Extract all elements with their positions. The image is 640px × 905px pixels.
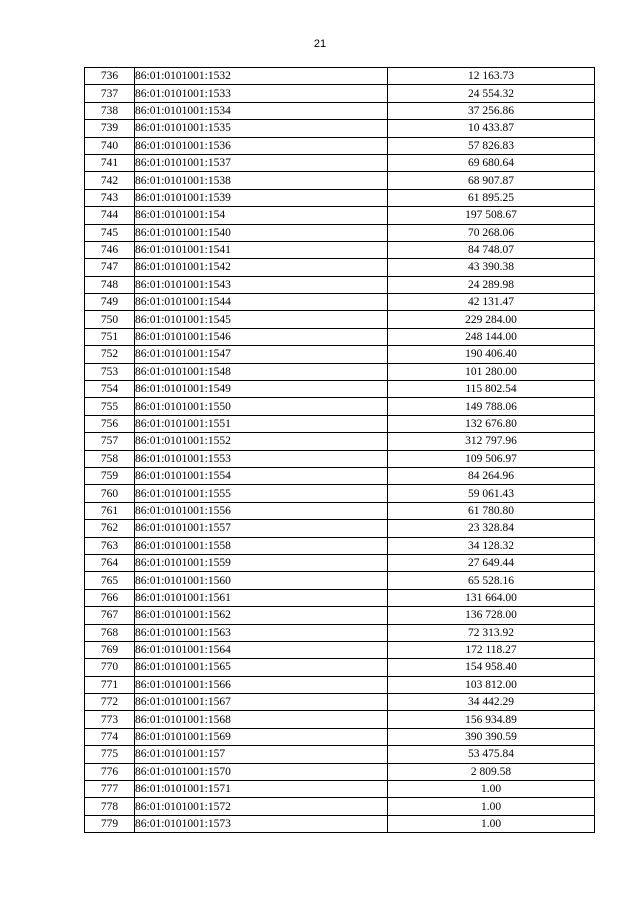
cadastral-value-table bbox=[84, 67, 595, 833]
cadastral-number-cell: 86:01:0101001:1560 bbox=[135, 572, 388, 589]
cadastral-value-cell: 132 676.80 bbox=[388, 415, 595, 432]
cadastral-value-cell: 229 284.00 bbox=[388, 311, 595, 328]
cadastral-number-cell: 86:01:0101001:1532 bbox=[135, 68, 388, 85]
cadastral-number-cell: 86:01:0101001:1557 bbox=[135, 520, 388, 537]
table-row bbox=[85, 415, 595, 432]
row-number-cell: 742 bbox=[85, 172, 135, 189]
table-row bbox=[85, 694, 595, 711]
cadastral-number-cell: 86:01:0101001:1564 bbox=[135, 641, 388, 658]
row-number-cell: 773 bbox=[85, 711, 135, 728]
cadastral-value-cell: 69 680.64 bbox=[388, 154, 595, 171]
cadastral-number-cell: 86:01:0101001:1547 bbox=[135, 346, 388, 363]
cadastral-number-cell: 86:01:0101001:1558 bbox=[135, 537, 388, 554]
row-number-cell: 740 bbox=[85, 137, 135, 154]
cadastral-number-cell: 86:01:0101001:1569 bbox=[135, 728, 388, 745]
cadastral-value-cell: 42 131.47 bbox=[388, 294, 595, 311]
row-number-cell: 763 bbox=[85, 537, 135, 554]
cadastral-number-cell: 86:01:0101001:1549 bbox=[135, 381, 388, 398]
table-row bbox=[85, 328, 595, 345]
cadastral-number-cell: 86:01:0101001:1541 bbox=[135, 241, 388, 258]
cadastral-number-cell: 86:01:0101001:1556 bbox=[135, 502, 388, 519]
row-number-cell: 761 bbox=[85, 502, 135, 519]
cadastral-number-cell: 86:01:0101001:1554 bbox=[135, 467, 388, 484]
cadastral-value-cell: 84 748.07 bbox=[388, 241, 595, 258]
cadastral-value-cell: 248 144.00 bbox=[388, 328, 595, 345]
table-row bbox=[85, 746, 595, 763]
row-number-cell: 768 bbox=[85, 624, 135, 641]
row-number-cell: 775 bbox=[85, 746, 135, 763]
cadastral-number-cell: 86:01:0101001:1561 bbox=[135, 589, 388, 606]
table-row bbox=[85, 207, 595, 224]
cadastral-number-cell: 86:01:0101001:1572 bbox=[135, 798, 388, 815]
cadastral-value-cell: 34 442.29 bbox=[388, 694, 595, 711]
table-row bbox=[85, 224, 595, 241]
row-number-cell: 762 bbox=[85, 520, 135, 537]
row-number-cell: 769 bbox=[85, 641, 135, 658]
cadastral-value-cell: 24 289.98 bbox=[388, 276, 595, 293]
table-row bbox=[85, 259, 595, 276]
row-number-cell: 777 bbox=[85, 781, 135, 798]
cadastral-value-cell: 27 649.44 bbox=[388, 554, 595, 571]
cadastral-value-cell: 12 163.73 bbox=[388, 68, 595, 85]
cadastral-value-cell: 61 780.80 bbox=[388, 502, 595, 519]
row-number-cell: 756 bbox=[85, 415, 135, 432]
cadastral-value-cell: 53 475.84 bbox=[388, 746, 595, 763]
table-row bbox=[85, 659, 595, 676]
row-number-cell: 759 bbox=[85, 467, 135, 484]
table-row bbox=[85, 381, 595, 398]
table-row bbox=[85, 520, 595, 537]
cadastral-number-cell: 86:01:0101001:1536 bbox=[135, 137, 388, 154]
cadastral-value-cell: 24 554.32 bbox=[388, 85, 595, 102]
cadastral-number-cell: 86:01:0101001:1559 bbox=[135, 554, 388, 571]
cadastral-number-cell: 86:01:0101001:1540 bbox=[135, 224, 388, 241]
cadastral-value-cell: 154 958.40 bbox=[388, 659, 595, 676]
row-number-cell: 752 bbox=[85, 346, 135, 363]
cadastral-number-cell: 86:01:0101001:1568 bbox=[135, 711, 388, 728]
cadastral-number-cell: 86:01:0101001:1551 bbox=[135, 415, 388, 432]
row-number-cell: 776 bbox=[85, 763, 135, 780]
table-row bbox=[85, 485, 595, 502]
cadastral-value-cell: 1.00 bbox=[388, 815, 595, 832]
cadastral-number-cell: 86:01:0101001:154 bbox=[135, 207, 388, 224]
row-number-cell: 748 bbox=[85, 276, 135, 293]
cadastral-value-cell: 156 934.89 bbox=[388, 711, 595, 728]
cadastral-number-cell: 86:01:0101001:1571 bbox=[135, 781, 388, 798]
cadastral-number-cell: 86:01:0101001:1545 bbox=[135, 311, 388, 328]
cadastral-value-cell: 34 128.32 bbox=[388, 537, 595, 554]
row-number-cell: 745 bbox=[85, 224, 135, 241]
table-row bbox=[85, 502, 595, 519]
cadastral-number-cell: 86:01:0101001:1567 bbox=[135, 694, 388, 711]
cadastral-value-cell: 23 328.84 bbox=[388, 520, 595, 537]
cadastral-number-cell: 86:01:0101001:1550 bbox=[135, 398, 388, 415]
row-number-cell: 744 bbox=[85, 207, 135, 224]
cadastral-number-cell: 86:01:0101001:1566 bbox=[135, 676, 388, 693]
row-number-cell: 771 bbox=[85, 676, 135, 693]
table-row bbox=[85, 189, 595, 206]
table-row bbox=[85, 815, 595, 832]
table-row bbox=[85, 554, 595, 571]
table-row bbox=[85, 294, 595, 311]
cadastral-number-cell: 86:01:0101001:1563 bbox=[135, 624, 388, 641]
cadastral-value-cell: 70 268.06 bbox=[388, 224, 595, 241]
row-number-cell: 747 bbox=[85, 259, 135, 276]
table-row bbox=[85, 120, 595, 137]
table-row bbox=[85, 137, 595, 154]
cadastral-value-cell: 43 390.38 bbox=[388, 259, 595, 276]
cadastral-number-cell: 86:01:0101001:1552 bbox=[135, 433, 388, 450]
row-number-cell: 760 bbox=[85, 485, 135, 502]
cadastral-number-cell: 86:01:0101001:1546 bbox=[135, 328, 388, 345]
row-number-cell: 758 bbox=[85, 450, 135, 467]
cadastral-number-cell: 86:01:0101001:1544 bbox=[135, 294, 388, 311]
table-row bbox=[85, 363, 595, 380]
table-row bbox=[85, 624, 595, 641]
table-row bbox=[85, 68, 595, 85]
table-row bbox=[85, 728, 595, 745]
table-row bbox=[85, 85, 595, 102]
row-number-cell: 764 bbox=[85, 554, 135, 571]
cadastral-number-cell: 86:01:0101001:1533 bbox=[135, 85, 388, 102]
table-row bbox=[85, 781, 595, 798]
row-number-cell: 743 bbox=[85, 189, 135, 206]
table-row bbox=[85, 241, 595, 258]
row-number-cell: 741 bbox=[85, 154, 135, 171]
table-row bbox=[85, 346, 595, 363]
row-number-cell: 772 bbox=[85, 694, 135, 711]
table-row bbox=[85, 467, 595, 484]
table-row bbox=[85, 398, 595, 415]
cadastral-number-cell: 86:01:0101001:1539 bbox=[135, 189, 388, 206]
row-number-cell: 766 bbox=[85, 589, 135, 606]
row-number-cell: 770 bbox=[85, 659, 135, 676]
cadastral-value-cell: 172 118.27 bbox=[388, 641, 595, 658]
cadastral-value-cell: 149 788.06 bbox=[388, 398, 595, 415]
table-row bbox=[85, 172, 595, 189]
table-row bbox=[85, 676, 595, 693]
row-number-cell: 737 bbox=[85, 85, 135, 102]
table-row bbox=[85, 711, 595, 728]
row-number-cell: 778 bbox=[85, 798, 135, 815]
row-number-cell: 751 bbox=[85, 328, 135, 345]
cadastral-value-cell: 2 809.58 bbox=[388, 763, 595, 780]
table-row bbox=[85, 537, 595, 554]
cadastral-number-cell: 86:01:0101001:1534 bbox=[135, 102, 388, 119]
table-row bbox=[85, 607, 595, 624]
cadastral-value-cell: 103 812.00 bbox=[388, 676, 595, 693]
cadastral-value-cell: 197 508.67 bbox=[388, 207, 595, 224]
table-row bbox=[85, 433, 595, 450]
row-number-cell: 753 bbox=[85, 363, 135, 380]
cadastral-number-cell: 86:01:0101001:1543 bbox=[135, 276, 388, 293]
cadastral-value-cell: 68 907.87 bbox=[388, 172, 595, 189]
row-number-cell: 755 bbox=[85, 398, 135, 415]
cadastral-value-cell: 37 256.86 bbox=[388, 102, 595, 119]
cadastral-value-cell: 390 390.59 bbox=[388, 728, 595, 745]
cadastral-value-cell: 61 895.25 bbox=[388, 189, 595, 206]
cadastral-value-cell: 131 664.00 bbox=[388, 589, 595, 606]
table-row bbox=[85, 798, 595, 815]
cadastral-number-cell: 86:01:0101001:1573 bbox=[135, 815, 388, 832]
table-row bbox=[85, 102, 595, 119]
cadastral-number-cell: 86:01:0101001:1535 bbox=[135, 120, 388, 137]
table-row bbox=[85, 589, 595, 606]
row-number-cell: 736 bbox=[85, 68, 135, 85]
row-number-cell: 754 bbox=[85, 381, 135, 398]
table-body bbox=[85, 68, 595, 833]
cadastral-value-cell: 57 826.83 bbox=[388, 137, 595, 154]
cadastral-number-cell: 86:01:0101001:1555 bbox=[135, 485, 388, 502]
table-row bbox=[85, 154, 595, 171]
cadastral-value-cell: 101 280.00 bbox=[388, 363, 595, 380]
table-row bbox=[85, 641, 595, 658]
cadastral-number-cell: 86:01:0101001:1542 bbox=[135, 259, 388, 276]
cadastral-value-cell: 136 728.00 bbox=[388, 607, 595, 624]
cadastral-value-cell: 1.00 bbox=[388, 798, 595, 815]
row-number-cell: 765 bbox=[85, 572, 135, 589]
cadastral-value-cell: 109 506.97 bbox=[388, 450, 595, 467]
cadastral-value-cell: 65 528.16 bbox=[388, 572, 595, 589]
cadastral-number-cell: 86:01:0101001:1565 bbox=[135, 659, 388, 676]
row-number-cell: 746 bbox=[85, 241, 135, 258]
cadastral-number-cell: 86:01:0101001:1570 bbox=[135, 763, 388, 780]
cadastral-value-cell: 115 802.54 bbox=[388, 381, 595, 398]
row-number-cell: 774 bbox=[85, 728, 135, 745]
cadastral-value-cell: 72 313.92 bbox=[388, 624, 595, 641]
cadastral-value-cell: 84 264.96 bbox=[388, 467, 595, 484]
cadastral-number-cell: 86:01:0101001:1548 bbox=[135, 363, 388, 380]
row-number-cell: 779 bbox=[85, 815, 135, 832]
page-number: 21 bbox=[313, 38, 327, 50]
row-number-cell: 749 bbox=[85, 294, 135, 311]
row-number-cell: 739 bbox=[85, 120, 135, 137]
cadastral-value-cell: 59 061.43 bbox=[388, 485, 595, 502]
cadastral-value-cell: 10 433.87 bbox=[388, 120, 595, 137]
table-row bbox=[85, 311, 595, 328]
cadastral-number-cell: 86:01:0101001:1538 bbox=[135, 172, 388, 189]
table-row bbox=[85, 450, 595, 467]
cadastral-value-cell: 1.00 bbox=[388, 781, 595, 798]
row-number-cell: 738 bbox=[85, 102, 135, 119]
cadastral-number-cell: 86:01:0101001:1553 bbox=[135, 450, 388, 467]
table-row bbox=[85, 276, 595, 293]
cadastral-number-cell: 86:01:0101001:1562 bbox=[135, 607, 388, 624]
cadastral-value-cell: 312 797.96 bbox=[388, 433, 595, 450]
row-number-cell: 767 bbox=[85, 607, 135, 624]
row-number-cell: 757 bbox=[85, 433, 135, 450]
cadastral-number-cell: 86:01:0101001:157 bbox=[135, 746, 388, 763]
table-row bbox=[85, 572, 595, 589]
cadastral-value-cell: 190 406.40 bbox=[388, 346, 595, 363]
row-number-cell: 750 bbox=[85, 311, 135, 328]
table-row bbox=[85, 763, 595, 780]
cadastral-number-cell: 86:01:0101001:1537 bbox=[135, 154, 388, 171]
